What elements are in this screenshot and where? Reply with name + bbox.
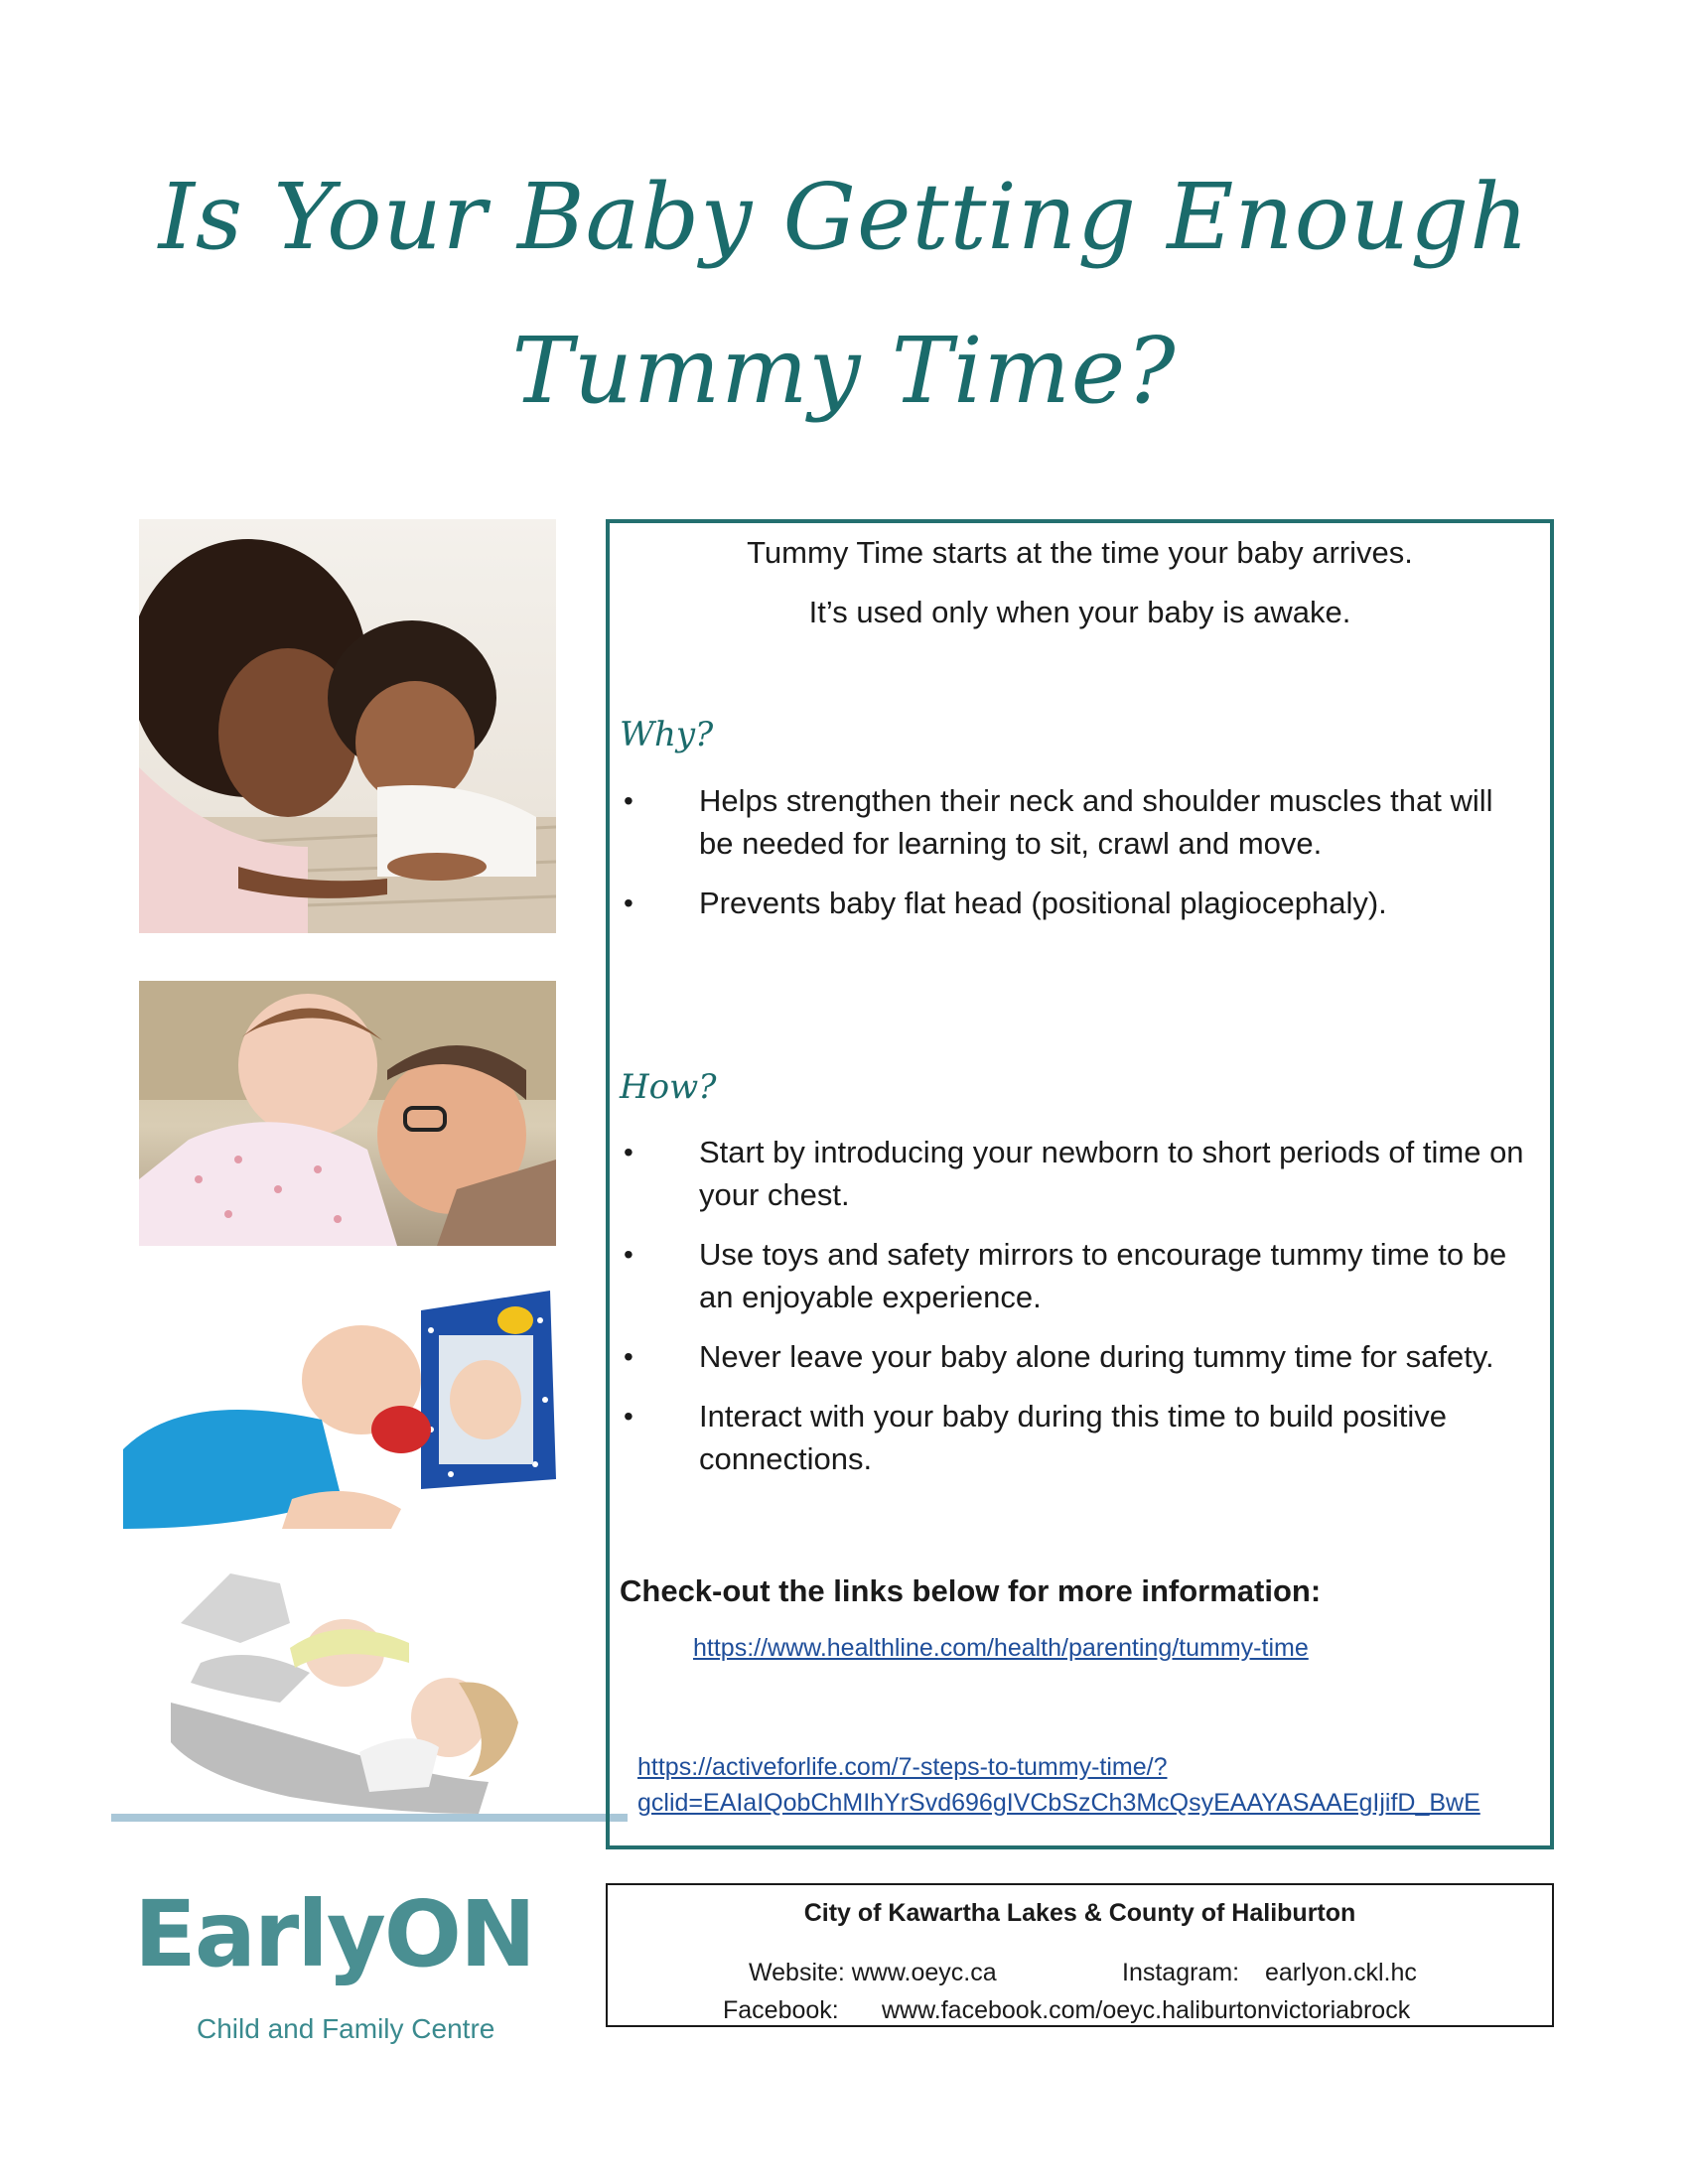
earlyon-logo — [129, 1881, 566, 2060]
intro-line-2: It’s used only when your baby is awake. — [808, 595, 1351, 629]
photo-mother-exercising-with-baby — [111, 1554, 628, 1827]
how-heading: How? — [620, 1067, 717, 1107]
intro-line-1: Tummy Time starts at the time your baby arrives. — [747, 535, 1413, 570]
logo-subtitle: Child and Family Centre — [197, 2013, 495, 2044]
footer-facebook-url: www.facebook.com/oeyc.haliburtonvictoriabrock — [882, 1996, 1411, 2024]
healthline-link[interactable]: https://www.healthline.com/health/parenting/tummy-time — [693, 1634, 1309, 1662]
footer-facebook-label: Facebook: — [723, 1996, 839, 2024]
page-title-line-1: Is Your Baby Getting Enough — [158, 164, 1530, 270]
activeforlife-link-line-1[interactable]: https://activeforlife.com/7-steps-to-tummy-time/? — [637, 1753, 1168, 1781]
page-title-line-2: Tummy Time? — [511, 318, 1177, 424]
photo-father-and-baby — [139, 981, 556, 1246]
logo-wordmark: EarlyON — [134, 1881, 535, 1987]
activeforlife-link-line-2[interactable]: gclid=EAIaIQobChMIhYrSvd696gIVCbSzCh3McQsyEAAYASAAEgIjifD_BwE — [637, 1789, 1480, 1817]
photo-mother-and-baby — [139, 519, 556, 933]
how-item: • Never leave your baby alone during tummy time for safety. — [620, 1335, 1533, 1378]
how-item: • Start by introducing your newborn to short periods of time on your chest. — [620, 1131, 1533, 1216]
why-list — [620, 779, 1533, 941]
how-list — [620, 1131, 1533, 1497]
why-item: • Prevents baby flat head (positional plagiocephaly). — [620, 882, 1533, 924]
footer-organization: City of Kawartha Lakes & County of Haliburton — [803, 1899, 1356, 1927]
why-item: • Helps strengthen their neck and shoulder muscles that will be needed for learning to sit, crawl and move. — [620, 779, 1533, 865]
contact-footer — [606, 1883, 1554, 2027]
photo-baby-with-mirror-toy — [123, 1281, 556, 1539]
footer-instagram-label: Instagram: — [1122, 1959, 1240, 1986]
how-item: • Interact with your baby during this time to build positive connections. — [620, 1395, 1533, 1480]
links-heading: Check-out the links below for more information: — [620, 1573, 1322, 1608]
why-heading: Why? — [620, 715, 714, 754]
footer-website: Website: www.oeyc.ca — [749, 1959, 997, 1986]
how-item: • Use toys and safety mirrors to encourage tummy time to be an enjoyable experience. — [620, 1233, 1533, 1318]
footer-instagram-handle: earlyon.ckl.hc — [1265, 1959, 1417, 1986]
tummy-time-info-panel — [606, 519, 1554, 1849]
